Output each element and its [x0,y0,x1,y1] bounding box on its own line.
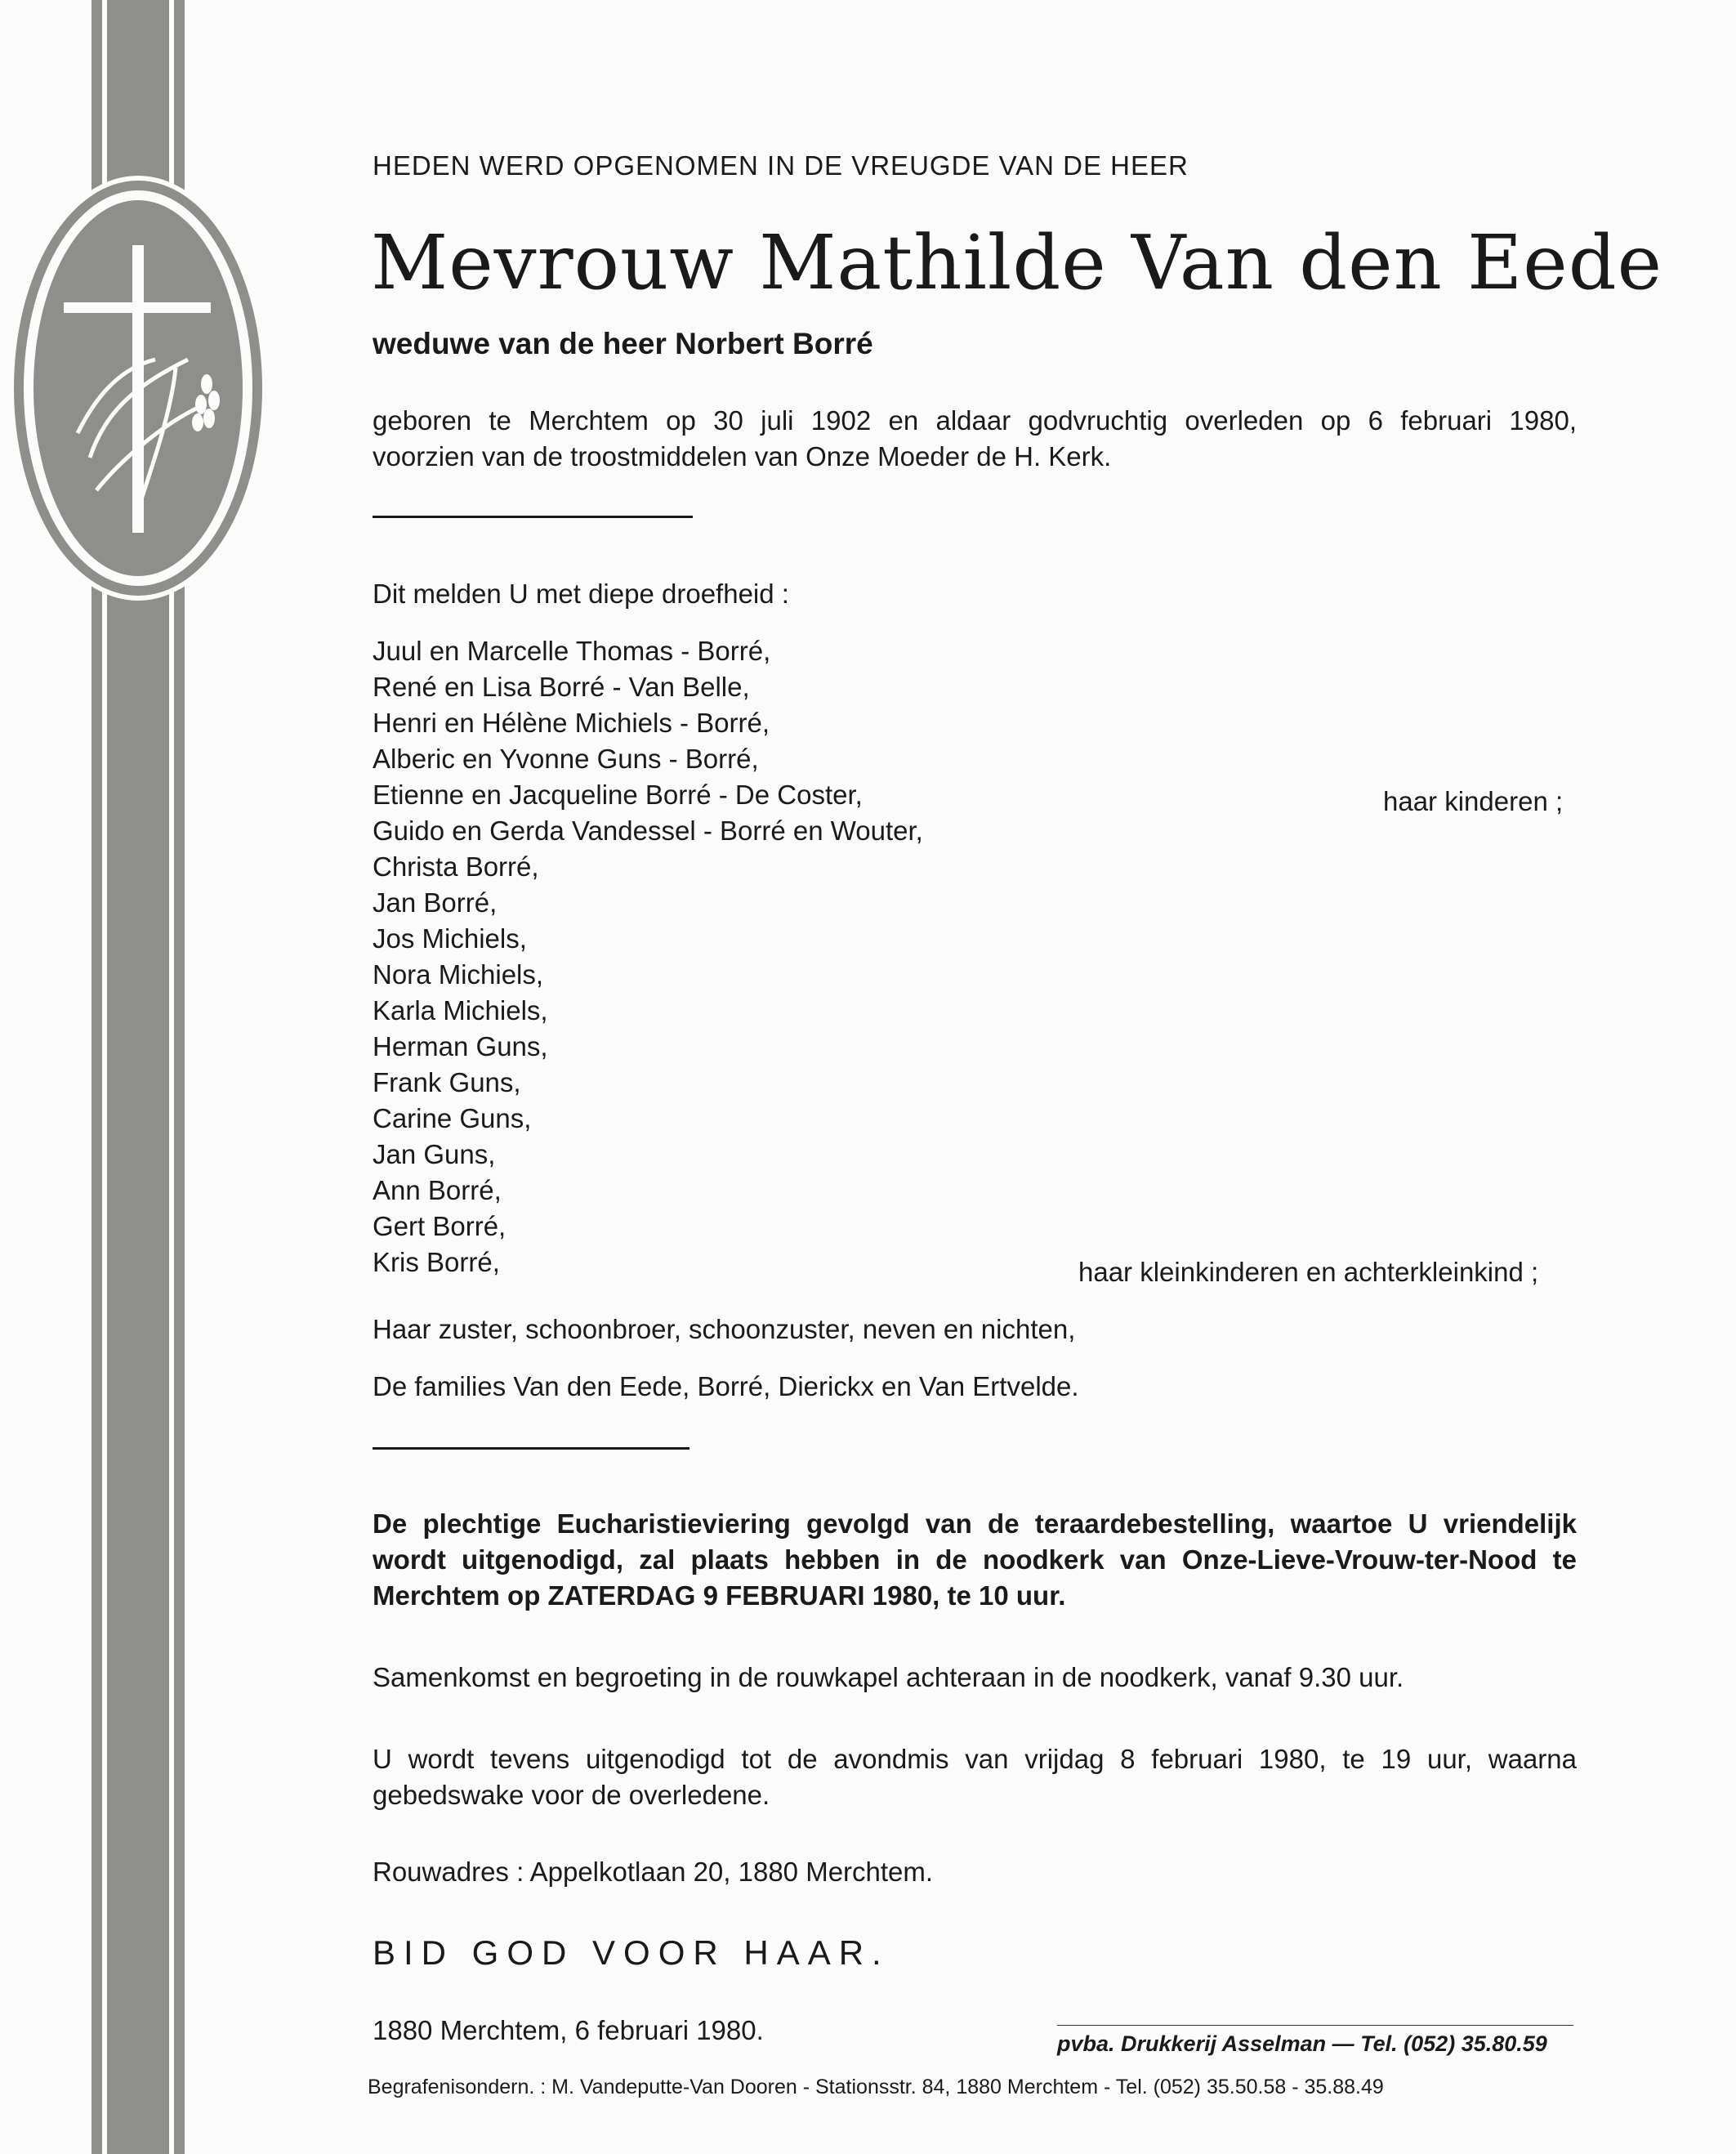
divider-middle [373,1447,689,1450]
list-item: Frank Guns, [373,1067,521,1097]
list-item: Jos Michiels, [373,923,527,954]
list-item: Ann Borré, [373,1175,502,1205]
list-item: Guido en Gerda Vandessel - Borré en Wouter, [373,816,923,846]
intro-line: HEDEN WERD OPGENOMEN IN DE VREUGDE VAN DE HEER [373,150,1189,181]
place-date: 1880 Merchtem, 6 februari 1980. [373,2015,764,2045]
list-item: Kris Borré, [373,1247,500,1277]
list-item: Jan Guns, [373,1139,496,1169]
mourners-intro: Dit melden U met diepe droefheid : [373,579,789,609]
prayer-line: BID GOD VOOR HAAR. [373,1933,890,1972]
list-item: Gert Borré, [373,1211,507,1241]
list-item: Karla Michiels, [373,995,548,1026]
list-item: Juul en Marcelle Thomas - Borré, [373,636,771,666]
undertaker-line: Begrafenisondern. : M. Vandeputte-Van Dooren - Stationsstr. 84, 1880 Merchtem - Tel. (052) 35.50.58 - 35.88.49 [368,2076,1384,2098]
birth-death-line: geboren te Merchtem op 30 juli 1902 en aldaar godvruchtig overleden op 6 februari 1980, [373,405,1577,436]
ceremony-line: De plechtige Eucharistieviering gevolgd van de teraardebestelling, waartoe U vriendelijk [373,1508,1577,1539]
printer-credit: pvba. Drukkerij Asselman — Tel. (052) 35.80.59 [1057,2031,1547,2056]
grandchildren-label: haar kleinkinderen en achterkleinkind ; [1078,1257,1539,1287]
printer-rule [1057,2025,1573,2026]
ceremony-line: Merchtem op ZATERDAG 9 FEBRUARI 1980, te 10 uur. [373,1580,1066,1611]
list-item: Christa Borré, [373,851,539,882]
cross-emblem-band [0,0,278,2154]
list-item: Carine Guns, [373,1103,532,1133]
ceremony-line: wordt uitgenodigd, zal plaats hebben in de noodkerk van Onze-Lieve-Vrouw-ter-Nood te [373,1544,1577,1575]
list-item: Jan Borré, [373,887,498,918]
deceased-name: Mevrouw Mathilde Van den Eede [371,219,1663,306]
evening-mass-line: gebedswake voor de overledene. [373,1780,770,1810]
children-label: haar kinderen ; [1383,786,1564,816]
list-item: Etienne en Jacqueline Borré - De Coster, [373,780,863,810]
relatives-line: Haar zuster, schoonbroer, schoonzuster, neven en nichten, [373,1314,1076,1344]
mourning-address: Rouwadres : Appelkotlaan 20, 1880 Merchtem. [373,1857,934,1887]
divider-top [373,516,693,518]
list-item: Henri en Hélène Michiels - Borré, [373,708,770,738]
sacraments-line: voorzien van de troostmiddelen van Onze Moeder de H. Kerk. [373,441,1112,471]
list-item: Alberic en Yvonne Guns - Borré, [373,744,759,774]
list-item: Nora Michiels, [373,959,544,990]
gathering-line: Samenkomst en begroeting in de rouwkapel achteraan in de noodkerk, vanaf 9.30 uur. [373,1662,1404,1692]
evening-mass-line: U wordt tevens uitgenodigd tot de avondmis van vrijdag 8 februari 1980, te 19 uur, waarna [373,1744,1577,1774]
families-line: De families Van den Eede, Borré, Dierickx en Van Ertvelde. [373,1371,1079,1401]
list-item: René en Lisa Borré - Van Belle, [373,672,750,702]
list-item: Herman Guns, [373,1031,548,1061]
widow-subtitle: weduwe van de heer Norbert Borré [373,327,873,360]
